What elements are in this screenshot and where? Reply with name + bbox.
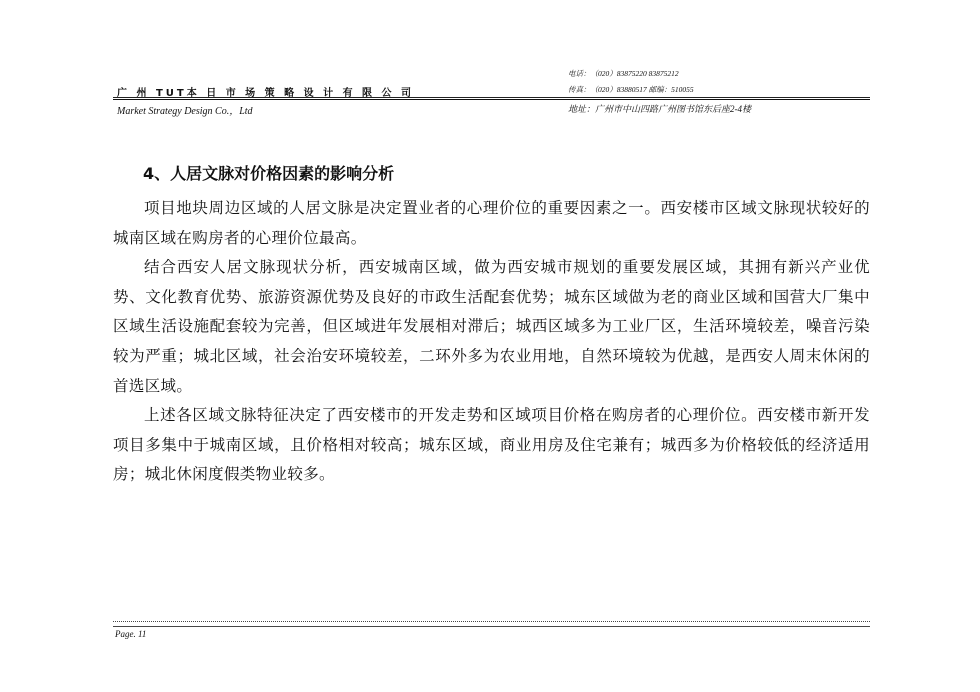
header-rule-thin bbox=[113, 97, 870, 98]
body-paragraph-1: 项目地块周边区域的人居文脉是决定置业者的心理价位的重要因素之一。西安楼市区域文脉现状较好的城南区域在购房者的心理价位最高。 bbox=[113, 199, 870, 247]
footer-rule-solid bbox=[113, 626, 870, 627]
company-name-chinese: 广 州 TUT本 日 市 场 策 略 设 计 有 限 公 司 bbox=[117, 88, 415, 99]
company-name-english: Market Strategy Design Co.，Ltd bbox=[117, 106, 253, 117]
page-footer bbox=[113, 621, 870, 639]
footer-rule-dotted bbox=[113, 621, 870, 622]
company-address: 地址：广州市中山四路广州图书馆东后座2-4楼 bbox=[568, 104, 751, 114]
page-number: Page. 11 bbox=[115, 629, 147, 639]
phone-number: 电话：（020）83875220 83875212 bbox=[568, 69, 679, 78]
header-rule-thick bbox=[113, 99, 870, 100]
document-body bbox=[113, 160, 870, 490]
body-paragraph-3: 上述各区域文脉特征决定了西安楼市的开发走势和区域项目价格在购房者的心理价位。西安楼市新开发项目多集中于城南区域，且价格相对较高；城东区域，商业用房及住宅兼有；城西多为价格较低的经济适用房；城北休闲度假类物业较多。 bbox=[113, 406, 870, 484]
fax-number: 传真：（020）83880517 邮编：510055 bbox=[568, 85, 694, 94]
page-header bbox=[113, 64, 870, 118]
body-paragraph-2: 结合西安人居文脉现状分析，西安城南区域，做为西安城市规划的重要发展区域，其拥有新兴产业优势、文化教育优势、旅游资源优势及良好的市政生活配套优势；城东区域做为老的商业区域和国营大厂集中区域生活设施配套较为完善，但区域进年发展相对滞后；城西区域多为工业厂区，生活环境较差，噪音污染较为严重；城北区域，社会治安环境较差，二环外多为农业用地，自然环境较为优越，是西安人周末休闲的首选区域。 bbox=[113, 258, 870, 395]
section-heading: 4、人居文脉对价格因素的影响分析 bbox=[143, 164, 395, 183]
